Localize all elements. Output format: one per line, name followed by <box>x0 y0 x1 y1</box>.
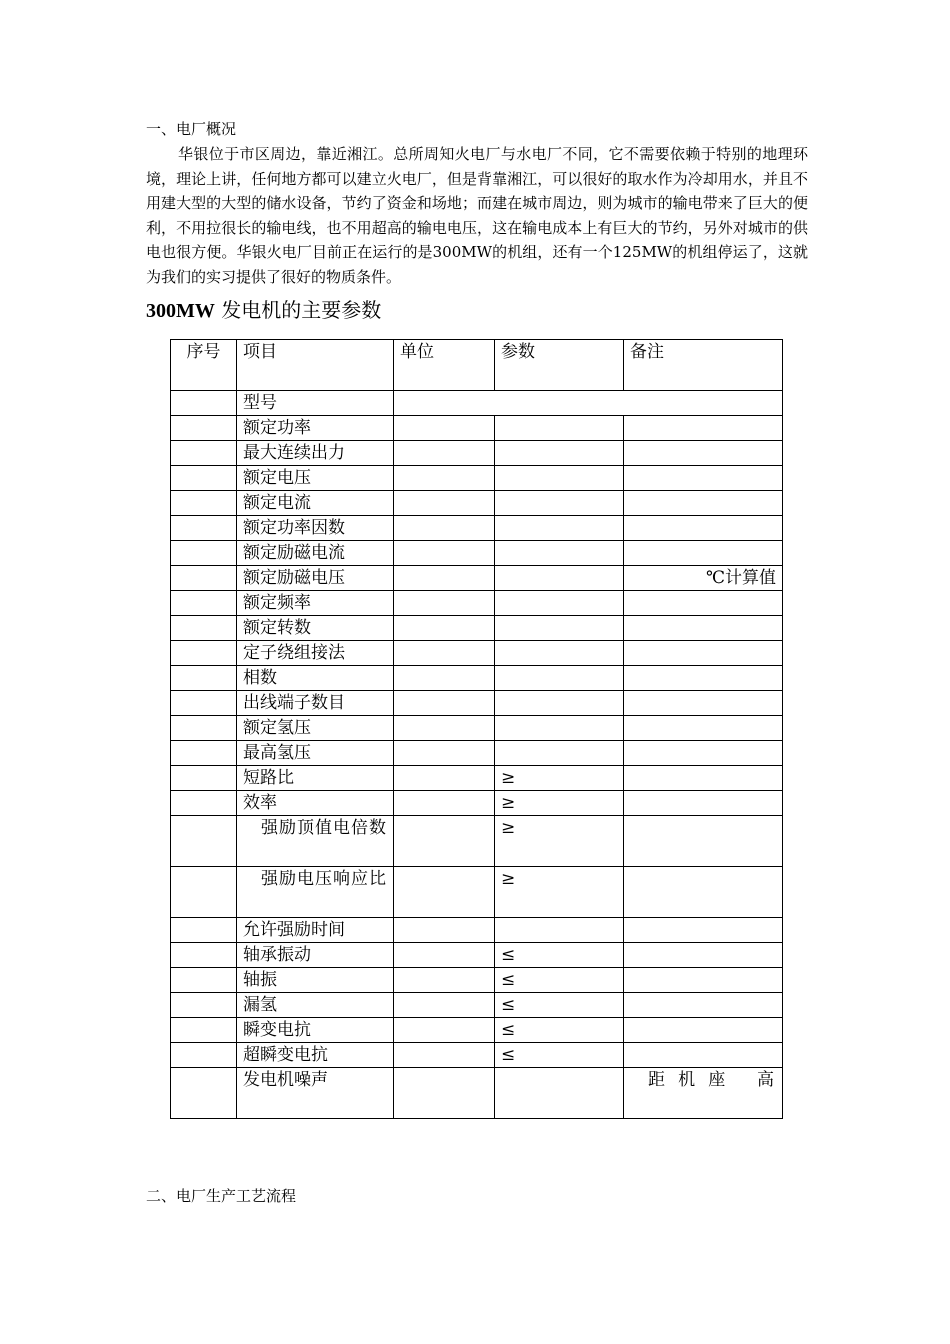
cell-unit <box>394 943 495 968</box>
cell-note <box>624 441 783 466</box>
cell-unit <box>394 816 495 867</box>
cell-no <box>171 791 237 816</box>
cell-item: 额定励磁电压 <box>237 566 394 591</box>
table-row <box>171 616 783 641</box>
cell-unit <box>394 741 495 766</box>
cell-note <box>624 741 783 766</box>
cell-item: 强励电压响应比 <box>237 867 394 918</box>
cell-item: 定子绕组接法 <box>237 641 394 666</box>
cell-item: 额定电流 <box>237 491 394 516</box>
cell-unit <box>394 616 495 641</box>
cell-note <box>624 1018 783 1043</box>
cell-no <box>171 816 237 867</box>
cell-note: 距机座 高 <box>624 1068 783 1119</box>
cell-no <box>171 943 237 968</box>
table-title <box>146 296 381 325</box>
cell-no <box>171 416 237 441</box>
cell-note <box>624 816 783 867</box>
cell-param <box>495 641 624 666</box>
cell-unit <box>394 1018 495 1043</box>
cell-note <box>624 716 783 741</box>
cell-no <box>171 993 237 1018</box>
cell-unit <box>394 766 495 791</box>
cell-item: 型号 <box>237 391 394 416</box>
cell-note <box>624 541 783 566</box>
cell-param <box>495 591 624 616</box>
cell-item: 轴承振动 <box>237 943 394 968</box>
cell-no <box>171 918 237 943</box>
cell-item: 最大连续出力 <box>237 441 394 466</box>
cell-no <box>171 691 237 716</box>
cell-no <box>171 641 237 666</box>
header-unit: 单位 <box>394 340 495 391</box>
cell-no <box>171 491 237 516</box>
cell-no <box>171 616 237 641</box>
cell-note <box>624 791 783 816</box>
generator-parameters-table <box>170 339 783 1119</box>
cell-note <box>624 943 783 968</box>
cell-param <box>495 541 624 566</box>
cell-model-value <box>394 391 783 416</box>
header-no: 序号 <box>171 340 237 391</box>
section-1-heading: 一、电厂概况 <box>146 120 237 138</box>
cell-item: 额定转数 <box>237 616 394 641</box>
cell-no <box>171 1068 237 1119</box>
plant-overview-paragraph: 华银位于市区周边，靠近湘江。总所周知火电厂与水电厂不同，它不需要依赖于特别的地理环境，理论上讲，任何地方都可以建立火电厂，但是背靠湘江，可以很好的取水作为冷却用水，并且不用建大型的大型的储水设备，节约了资金和场地；而建在城市周边，则为城市的输电带来了巨大的便利，不用拉很长的输电线，也不用超高的输电电压，这在输电成本上有巨大的节约，另外对城市的供电也很方便。华银火电厂目前正在运行的是300MW的机组，还有一个125MW的机组停运了，这就为我们的实习提供了很好的物质条件。 <box>146 145 808 286</box>
cell-unit <box>394 541 495 566</box>
cell-unit <box>394 993 495 1018</box>
cell-note <box>624 641 783 666</box>
cell-no <box>171 516 237 541</box>
cell-unit <box>394 1068 495 1119</box>
cell-param <box>495 566 624 591</box>
cell-note <box>624 1043 783 1068</box>
table-row <box>171 1018 783 1043</box>
cell-unit <box>394 968 495 993</box>
table-row <box>171 441 783 466</box>
table-row <box>171 691 783 716</box>
table-title-rest: 发电机的主要参数 <box>214 298 382 322</box>
cell-item: 额定功率 <box>237 416 394 441</box>
cell-note <box>624 616 783 641</box>
table-row <box>171 791 783 816</box>
cell-note <box>624 968 783 993</box>
cell-note <box>624 591 783 616</box>
cell-unit <box>394 867 495 918</box>
table-row <box>171 716 783 741</box>
header-item: 项目 <box>237 340 394 391</box>
cell-item: 最高氢压 <box>237 741 394 766</box>
table-row <box>171 591 783 616</box>
cell-param: ≤ <box>495 943 624 968</box>
table-title-bold: 300MW <box>146 300 215 322</box>
cell-item: 发电机噪声 <box>237 1068 394 1119</box>
cell-item: 效率 <box>237 791 394 816</box>
table-row <box>171 1043 783 1068</box>
cell-no <box>171 741 237 766</box>
cell-unit <box>394 591 495 616</box>
cell-note <box>624 466 783 491</box>
cell-item: 短路比 <box>237 766 394 791</box>
table-row <box>171 816 783 867</box>
table-row <box>171 867 783 918</box>
cell-param <box>495 441 624 466</box>
cell-item: 额定频率 <box>237 591 394 616</box>
cell-no <box>171 1043 237 1068</box>
cell-item: 出线端子数目 <box>237 691 394 716</box>
table-row <box>171 516 783 541</box>
cell-param <box>495 918 624 943</box>
cell-note: ℃计算值 <box>624 566 783 591</box>
cell-note <box>624 766 783 791</box>
cell-unit <box>394 566 495 591</box>
cell-param <box>495 691 624 716</box>
table-row <box>171 766 783 791</box>
cell-item: 漏氢 <box>237 993 394 1018</box>
cell-param <box>495 741 624 766</box>
cell-no <box>171 466 237 491</box>
cell-no <box>171 541 237 566</box>
cell-item: 轴振 <box>237 968 394 993</box>
cell-unit <box>394 791 495 816</box>
cell-item: 额定功率因数 <box>237 516 394 541</box>
cell-note <box>624 867 783 918</box>
table-row <box>171 641 783 666</box>
cell-no <box>171 1018 237 1043</box>
cell-no <box>171 441 237 466</box>
table-row <box>171 741 783 766</box>
cell-no <box>171 716 237 741</box>
cell-note <box>624 993 783 1018</box>
cell-unit <box>394 918 495 943</box>
cell-param: ≥ <box>495 766 624 791</box>
section-2-heading: 二、电厂生产工艺流程 <box>146 1187 297 1205</box>
cell-no <box>171 968 237 993</box>
cell-param <box>495 716 624 741</box>
table-row <box>171 968 783 993</box>
table-row <box>171 491 783 516</box>
cell-item: 瞬变电抗 <box>237 1018 394 1043</box>
cell-unit <box>394 716 495 741</box>
cell-item: 额定电压 <box>237 466 394 491</box>
cell-item: 超瞬变电抗 <box>237 1043 394 1068</box>
cell-unit <box>394 516 495 541</box>
cell-param <box>495 1068 624 1119</box>
cell-item: 额定氢压 <box>237 716 394 741</box>
cell-item: 额定励磁电流 <box>237 541 394 566</box>
cell-unit <box>394 416 495 441</box>
cell-note <box>624 416 783 441</box>
cell-no <box>171 867 237 918</box>
cell-param <box>495 616 624 641</box>
cell-no <box>171 566 237 591</box>
cell-unit <box>394 666 495 691</box>
cell-no <box>171 666 237 691</box>
cell-item: 相数 <box>237 666 394 691</box>
table-row <box>171 391 783 416</box>
cell-unit <box>394 441 495 466</box>
cell-param <box>495 666 624 691</box>
table-row <box>171 1068 783 1119</box>
header-note: 备注 <box>624 340 783 391</box>
table-row <box>171 918 783 943</box>
cell-param: ≥ <box>495 791 624 816</box>
header-param: 参数 <box>495 340 624 391</box>
cell-unit <box>394 641 495 666</box>
cell-note <box>624 491 783 516</box>
table-row <box>171 566 783 591</box>
cell-no <box>171 591 237 616</box>
cell-unit <box>394 1043 495 1068</box>
cell-note <box>624 666 783 691</box>
cell-note <box>624 691 783 716</box>
table-row <box>171 416 783 441</box>
cell-param <box>495 466 624 491</box>
cell-param <box>495 491 624 516</box>
cell-param: ≤ <box>495 968 624 993</box>
cell-unit <box>394 466 495 491</box>
table-row <box>171 943 783 968</box>
cell-param <box>495 416 624 441</box>
cell-param: ≥ <box>495 816 624 867</box>
cell-unit <box>394 691 495 716</box>
table-row <box>171 466 783 491</box>
cell-item: 强励顶值电倍数 <box>237 816 394 867</box>
cell-param: ≥ <box>495 867 624 918</box>
cell-no <box>171 391 237 416</box>
table-header-row <box>171 340 783 391</box>
table-row <box>171 993 783 1018</box>
cell-param: ≤ <box>495 1018 624 1043</box>
cell-param: ≤ <box>495 1043 624 1068</box>
cell-note <box>624 918 783 943</box>
cell-unit <box>394 491 495 516</box>
cell-param <box>495 516 624 541</box>
cell-param: ≤ <box>495 993 624 1018</box>
cell-no <box>171 766 237 791</box>
table-row <box>171 666 783 691</box>
cell-item: 允许强励时间 <box>237 918 394 943</box>
cell-note <box>624 516 783 541</box>
table-row <box>171 541 783 566</box>
